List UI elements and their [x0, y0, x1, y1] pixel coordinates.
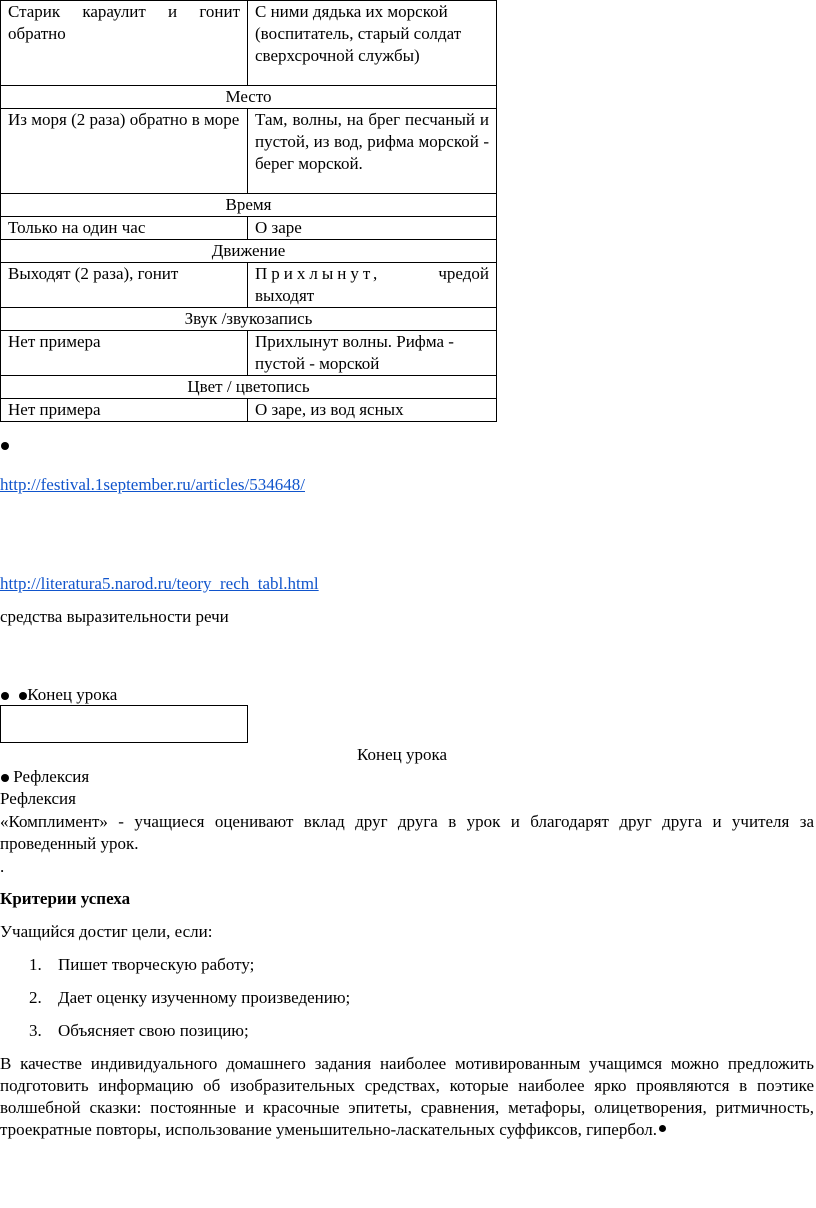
list-item	[29, 1020, 249, 1042]
table-cell: Прихлынут волны. Рифма - пустой - морской	[248, 331, 497, 376]
table-cell: Только на один час	[1, 217, 248, 240]
table-section-row	[1, 240, 497, 263]
list-item-text: Дает оценку изученному произведению;	[58, 988, 351, 1007]
table-section-row	[1, 376, 497, 399]
table-cell: Нет примера	[1, 399, 248, 422]
table-section-row	[1, 86, 497, 109]
cell-text: чредой выходят	[255, 264, 489, 305]
table-cell: Нет примера	[1, 331, 248, 376]
end-lesson-centered: Конец урока	[357, 745, 448, 764]
compliment-paragraph: «Комплимент» - учащиеся оценивают вклад друг друга в урок и благодарят друг друга и учителя за проведенный урок.	[0, 812, 814, 853]
section-header-time: Время	[1, 194, 497, 217]
list-item-text: Объясняет свою позицию;	[58, 1021, 249, 1040]
list-number: 2.	[29, 988, 42, 1007]
bullet-icon	[659, 1125, 666, 1132]
table-row	[1, 1, 497, 86]
table-row	[1, 109, 497, 194]
table-cell	[248, 263, 497, 308]
table-cell: Там, волны, на брег песчаный и пустой, из вод, рифма морской - берег морской.	[248, 109, 497, 194]
list-number: 3.	[29, 1021, 42, 1040]
homework-paragraph	[0, 1053, 814, 1141]
analysis-table	[0, 0, 497, 422]
table-row	[1, 217, 497, 240]
dot-line: .	[0, 857, 5, 876]
spaced-word: Прихлынут,	[255, 264, 382, 283]
list-number: 1.	[29, 955, 42, 974]
bullet-mark	[1, 434, 9, 456]
homework-text: В качестве индивидуального домашнего задания наиболее мотивированным учащимся можно предложить подготовить информацию об изобразительных средствах, которые наиболее ярко проявляются в поэтике волшебной сказки: постоянные и красочные эпитеты, сравнения, метафоры, олицетворения, ритмичность, троекратные повторы, использование уменьшительно-ласкательных суффиксов, гипербол.	[0, 1054, 814, 1139]
bullet-icon	[1, 692, 9, 700]
end-lesson-line	[1, 684, 117, 706]
table-section-row	[1, 194, 497, 217]
reflection-bullet-line	[1, 766, 89, 788]
table-cell: Из моря (2 раза) обратно в море	[1, 109, 248, 194]
link-festival[interactable]: http://festival.1september.ru/articles/534648/	[0, 475, 305, 494]
list-item-text: Пишет творческую работу;	[58, 955, 255, 974]
list-item	[29, 954, 254, 976]
table-section-row	[1, 308, 497, 331]
caption-speech: средства выразительности речи	[0, 607, 229, 626]
table-cell: Старик караулит и гонит обратно	[1, 1, 248, 86]
section-header-sound: Звук /звукозапись	[1, 308, 497, 331]
table-cell: С ними дядька их морской (воспитатель, старый солдат сверхсрочной службы)	[248, 1, 497, 86]
table-row	[1, 399, 497, 422]
end-lesson-label: Конец урока	[27, 685, 118, 704]
section-header-color: Цвет / цветопись	[1, 376, 497, 399]
table-cell: Выходят (2 раза), гонит	[1, 263, 248, 308]
bullet-icon	[1, 774, 9, 782]
empty-text-box	[0, 705, 248, 743]
table-cell: О заре	[248, 217, 497, 240]
table-cell: О заре, из вод ясных	[248, 399, 497, 422]
table-row	[1, 331, 497, 376]
criteria-title: Критерии успеха	[0, 889, 131, 908]
reflection-title: Рефлексия	[0, 789, 76, 808]
table-row	[1, 263, 497, 308]
section-header-place: Место	[1, 86, 497, 109]
bullet-icon	[1, 442, 9, 450]
section-header-movement: Движение	[1, 240, 497, 263]
link-literatura[interactable]: http://literatura5.narod.ru/teory_rech_tabl.html	[0, 574, 319, 593]
link-festival-line	[0, 474, 305, 496]
list-item	[29, 987, 350, 1009]
link-literatura-line	[0, 573, 319, 595]
criteria-intro: Учащийся достиг цели, если:	[0, 922, 213, 941]
reflection-bullet-label: Рефлексия	[13, 767, 90, 786]
